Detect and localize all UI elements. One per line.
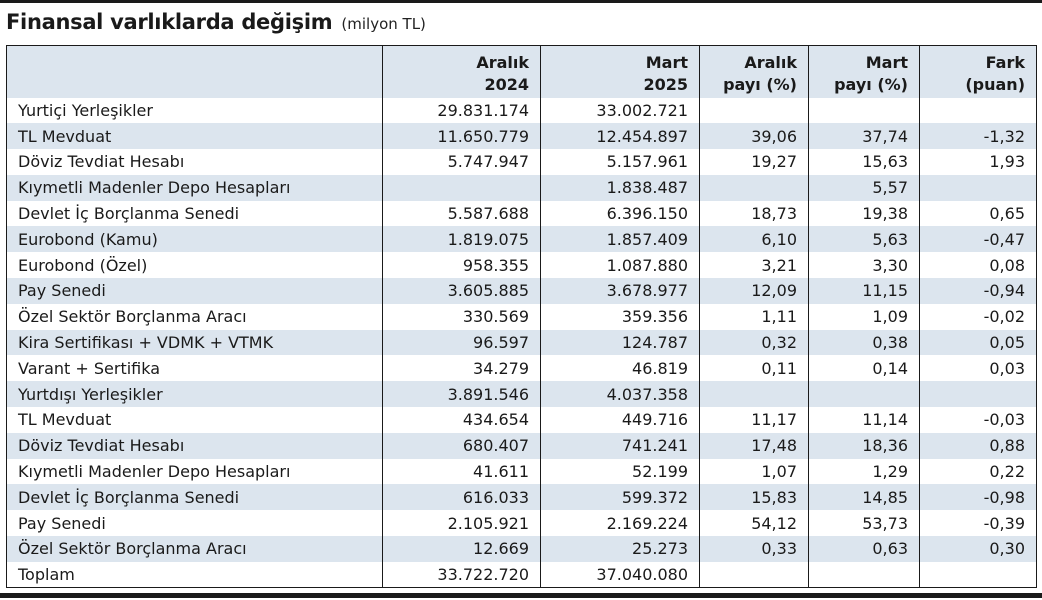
- value-cell: 449.716: [541, 407, 700, 433]
- value-cell: 12.669: [383, 536, 541, 562]
- value-cell: 1,09: [809, 304, 920, 330]
- value-cell: 54,12: [700, 510, 809, 536]
- value-cell: 434.654: [383, 407, 541, 433]
- value-cell: 19,38: [809, 201, 920, 227]
- value-cell: 1,07: [700, 459, 809, 485]
- column-header: [541, 46, 700, 98]
- value-cell: 6.396.150: [541, 201, 700, 227]
- table-title: [6, 10, 426, 40]
- row-label-cell: Eurobond (Özel): [7, 252, 383, 278]
- value-cell: 11,15: [809, 278, 920, 304]
- value-cell: -0,98: [920, 484, 1037, 510]
- value-cell: 33.722.720: [383, 562, 541, 588]
- value-cell: [383, 175, 541, 201]
- value-cell: 34.279: [383, 355, 541, 381]
- value-cell: 0,30: [920, 536, 1037, 562]
- value-cell: 1,93: [920, 149, 1037, 175]
- column-header-line1: Mart: [645, 52, 688, 72]
- row-label-cell: TL Mevduat: [7, 407, 383, 433]
- row-label-cell: Eurobond (Kamu): [7, 226, 383, 252]
- value-cell: 0,38: [809, 330, 920, 356]
- value-cell: 37,74: [809, 123, 920, 149]
- value-cell: 53,73: [809, 510, 920, 536]
- row-label-cell: Kıymetli Madenler Depo Hesapları: [7, 175, 383, 201]
- value-cell: 17,48: [700, 433, 809, 459]
- value-cell: 5.157.961: [541, 149, 700, 175]
- value-cell: 5.747.947: [383, 149, 541, 175]
- table-row: [7, 98, 1037, 124]
- value-cell: 5,63: [809, 226, 920, 252]
- header-row: [7, 46, 1037, 98]
- table-row: [7, 510, 1037, 536]
- financial-assets-table: [6, 45, 1037, 588]
- value-cell: 0,11: [700, 355, 809, 381]
- column-header-line2: payı (%): [723, 74, 797, 94]
- value-cell: 2.105.921: [383, 510, 541, 536]
- top-rule: [0, 0, 1042, 3]
- value-cell: 680.407: [383, 433, 541, 459]
- value-cell: 3.891.546: [383, 381, 541, 407]
- table-row: [7, 407, 1037, 433]
- value-cell: 1,29: [809, 459, 920, 485]
- value-cell: 0,05: [920, 330, 1037, 356]
- row-label-cell: Kıymetli Madenler Depo Hesapları: [7, 459, 383, 485]
- row-label-cell: Özel Sektör Borçlanma Aracı: [7, 304, 383, 330]
- value-cell: 15,83: [700, 484, 809, 510]
- value-cell: [809, 98, 920, 124]
- table-row: [7, 201, 1037, 227]
- row-label-cell: Döviz Tevdiat Hesabı: [7, 433, 383, 459]
- row-label-cell: Devlet İç Borçlanma Senedi: [7, 201, 383, 227]
- value-cell: 1,11: [700, 304, 809, 330]
- value-cell: [920, 381, 1037, 407]
- value-cell: 3.678.977: [541, 278, 700, 304]
- row-label-cell: Özel Sektör Borçlanma Aracı: [7, 536, 383, 562]
- value-cell: 1.087.880: [541, 252, 700, 278]
- value-cell: 33.002.721: [541, 98, 700, 124]
- value-cell: 41.611: [383, 459, 541, 485]
- value-cell: [700, 381, 809, 407]
- row-label-cell: Döviz Tevdiat Hesabı: [7, 149, 383, 175]
- value-cell: 15,63: [809, 149, 920, 175]
- value-cell: [700, 562, 809, 588]
- table-row: [7, 381, 1037, 407]
- value-cell: 5,57: [809, 175, 920, 201]
- value-cell: -0,47: [920, 226, 1037, 252]
- value-cell: 3,30: [809, 252, 920, 278]
- table-row: [7, 484, 1037, 510]
- table-row: [7, 355, 1037, 381]
- value-cell: [809, 562, 920, 588]
- value-cell: 124.787: [541, 330, 700, 356]
- unit-label: (milyon TL): [341, 15, 426, 33]
- value-cell: 6,10: [700, 226, 809, 252]
- table-row: [7, 226, 1037, 252]
- value-cell: 1.838.487: [541, 175, 700, 201]
- value-cell: 39,06: [700, 123, 809, 149]
- value-cell: 19,27: [700, 149, 809, 175]
- column-header: [700, 46, 809, 98]
- column-header-line1: Aralık: [744, 52, 797, 72]
- value-cell: 2.169.224: [541, 510, 700, 536]
- value-cell: 46.819: [541, 355, 700, 381]
- row-label-cell: TL Mevduat: [7, 123, 383, 149]
- value-cell: 0,08: [920, 252, 1037, 278]
- value-cell: -1,32: [920, 123, 1037, 149]
- value-cell: 29.831.174: [383, 98, 541, 124]
- table-row: [7, 536, 1037, 562]
- value-cell: 0,65: [920, 201, 1037, 227]
- value-cell: 12.454.897: [541, 123, 700, 149]
- value-cell: [700, 98, 809, 124]
- column-header-line1: Mart: [865, 52, 908, 72]
- value-cell: 11.650.779: [383, 123, 541, 149]
- row-label-cell: Varant + Sertifika: [7, 355, 383, 381]
- value-cell: 0,03: [920, 355, 1037, 381]
- value-cell: -0,02: [920, 304, 1037, 330]
- value-cell: 11,17: [700, 407, 809, 433]
- table-row: [7, 433, 1037, 459]
- column-header: [809, 46, 920, 98]
- value-cell: 0,33: [700, 536, 809, 562]
- value-cell: 3,21: [700, 252, 809, 278]
- value-cell: -0,03: [920, 407, 1037, 433]
- row-label-cell: Kira Sertifikası + VDMK + VTMK: [7, 330, 383, 356]
- column-header-line2: (puan): [965, 74, 1025, 94]
- value-cell: 25.273: [541, 536, 700, 562]
- value-cell: [920, 175, 1037, 201]
- column-header-line2: payı (%): [834, 74, 908, 94]
- value-cell: 1.857.409: [541, 226, 700, 252]
- value-cell: 0,63: [809, 536, 920, 562]
- column-header-line1: Fark: [985, 52, 1025, 72]
- column-header-label: [7, 46, 383, 98]
- title-text: Finansal varlıklarda değişim: [6, 10, 333, 34]
- value-cell: 4.037.358: [541, 381, 700, 407]
- table-row: [7, 330, 1037, 356]
- row-label-cell: Pay Senedi: [7, 278, 383, 304]
- value-cell: 3.605.885: [383, 278, 541, 304]
- column-header-line2: 2025: [643, 74, 688, 94]
- value-cell: 5.587.688: [383, 201, 541, 227]
- value-cell: 359.356: [541, 304, 700, 330]
- column-header-line1: Aralık: [476, 52, 529, 72]
- table-row: [7, 304, 1037, 330]
- value-cell: 741.241: [541, 433, 700, 459]
- value-cell: 0,32: [700, 330, 809, 356]
- row-label-cell: Yurtiçi Yerleşikler: [7, 98, 383, 124]
- value-cell: 0,14: [809, 355, 920, 381]
- value-cell: [700, 175, 809, 201]
- table-row: [7, 175, 1037, 201]
- value-cell: 616.033: [383, 484, 541, 510]
- column-header: [383, 46, 541, 98]
- value-cell: -0,39: [920, 510, 1037, 536]
- value-cell: 37.040.080: [541, 562, 700, 588]
- row-label-cell: Toplam: [7, 562, 383, 588]
- value-cell: 599.372: [541, 484, 700, 510]
- value-cell: 18,36: [809, 433, 920, 459]
- column-header: [920, 46, 1037, 98]
- value-cell: 11,14: [809, 407, 920, 433]
- table-row: [7, 123, 1037, 149]
- table-row: [7, 459, 1037, 485]
- value-cell: -0,94: [920, 278, 1037, 304]
- row-label-cell: Yurtdışı Yerleşikler: [7, 381, 383, 407]
- column-header-line2: 2024: [484, 74, 529, 94]
- value-cell: 958.355: [383, 252, 541, 278]
- value-cell: [809, 381, 920, 407]
- value-cell: [920, 98, 1037, 124]
- value-cell: 14,85: [809, 484, 920, 510]
- table-row: [7, 252, 1037, 278]
- value-cell: 52.199: [541, 459, 700, 485]
- value-cell: 12,09: [700, 278, 809, 304]
- value-cell: 18,73: [700, 201, 809, 227]
- value-cell: 96.597: [383, 330, 541, 356]
- value-cell: [920, 562, 1037, 588]
- table-row: [7, 278, 1037, 304]
- value-cell: 0,22: [920, 459, 1037, 485]
- bottom-rule: [0, 593, 1042, 598]
- row-label-cell: Pay Senedi: [7, 510, 383, 536]
- row-label-cell: Devlet İç Borçlanma Senedi: [7, 484, 383, 510]
- table-body: [7, 98, 1037, 588]
- table-row: [7, 149, 1037, 175]
- value-cell: 1.819.075: [383, 226, 541, 252]
- value-cell: 0,88: [920, 433, 1037, 459]
- value-cell: 330.569: [383, 304, 541, 330]
- table-row: [7, 562, 1037, 588]
